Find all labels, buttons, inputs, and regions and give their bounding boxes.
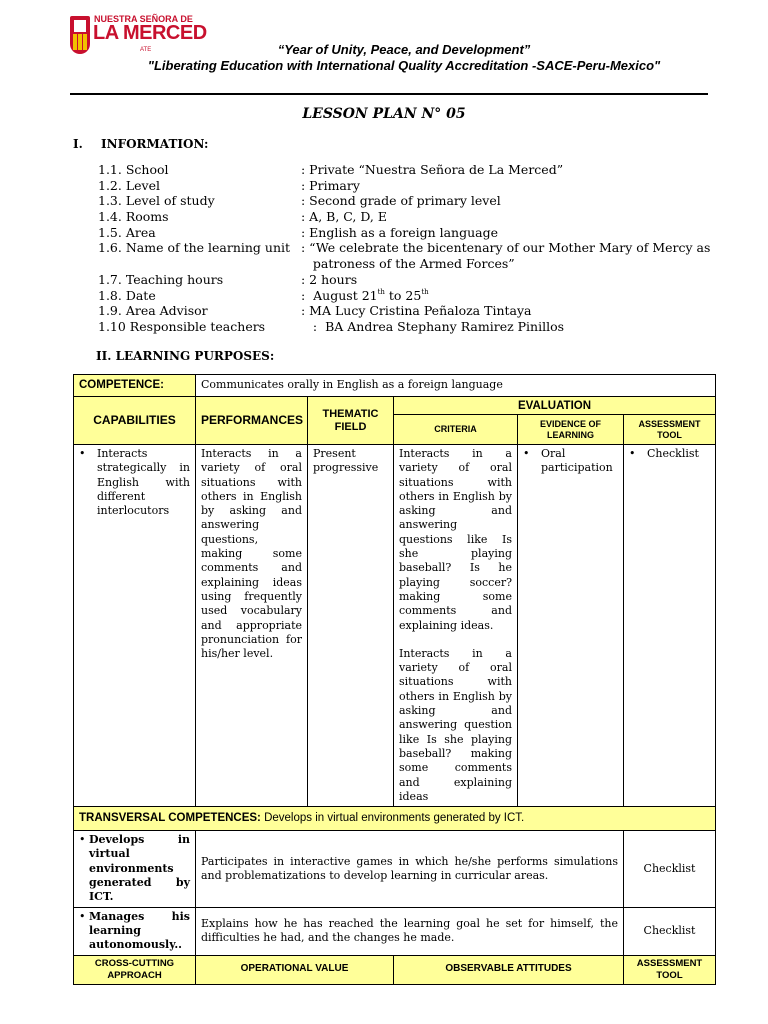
bullet-icon: • (79, 447, 86, 460)
header-capabilities: CAPABILITIES (74, 397, 196, 445)
transversal-desc: Participates in interactive games in which he/she performs simulations and problematizations to develop learning in curricular areas. (196, 831, 624, 907)
header-performances: PERFORMANCES (196, 397, 308, 445)
transversal-cell (74, 807, 716, 831)
info-key: 1.4. Rooms (98, 209, 169, 225)
info-row-responsible-teachers (98, 319, 718, 335)
info-value: : MA Lucy Cristina Peñaloza Tintaya (301, 303, 532, 319)
header-operational-value: OPERATIONAL VALUE (196, 955, 394, 984)
info-key: 1.10 Responsible teachers (98, 318, 266, 334)
information-list (98, 162, 718, 335)
header-criteria: CRITERIA (394, 415, 518, 445)
school-motto: "Liberating Education with International Quality Accreditation -SACE-Peru-Mexico" (147, 58, 661, 73)
info-row-teaching-hours (98, 272, 718, 288)
header-assessment-tool: ASSESSMENT TOOL (624, 415, 716, 445)
footer-header-row (74, 955, 716, 984)
bullet-icon: • (523, 447, 530, 460)
info-key: 1.8. Date (98, 287, 156, 303)
performance-cell: Interacts in a variety of oral situations with others in English by asking and answering questions, making some comments and explaining ideas using frequently used vocabulary and appropriate pronunciation for his/her level. (196, 445, 308, 807)
capability-cell (74, 445, 196, 807)
transversal-name-cell (74, 907, 196, 955)
header-observable-attitudes: OBSERVABLE ATTITUDES (394, 955, 624, 984)
info-value: : Private “Nuestra Señora de La Merced” (301, 162, 564, 177)
transversal-name: Develops in virtual environments generated by ICT. (89, 833, 190, 904)
section-1-title: INFORMATION: (101, 137, 209, 151)
capability-text: Interacts strategically in English with different interlocutors (97, 447, 190, 518)
criteria-text-1: Interacts in a variety of oral situations with others in English by asking and answering questions like Is she playing baseball? Is he playing soccer? making some comments and explaining ideas. (399, 447, 512, 632)
info-row-date (98, 288, 718, 304)
transversal-tool: Checklist (624, 831, 716, 907)
competence-label: COMPETENCE: (74, 375, 196, 397)
info-row-learning-unit (98, 240, 718, 256)
evidence-text: Oral participation (541, 447, 613, 475)
info-key: 1.7. Teaching hours (98, 271, 224, 287)
header-row-1 (74, 397, 716, 415)
page-title: LESSON PLAN N° 05 (302, 106, 466, 122)
info-key: 1.5. Area (98, 224, 156, 240)
date-end: to 25 (384, 287, 422, 303)
transversal-item-row (74, 907, 716, 955)
info-key: 1.9. Area Advisor (98, 303, 208, 319)
bullet-icon: • (79, 833, 86, 847)
header-assessment-tool-footer: ASSESSMENT TOOL (624, 955, 716, 984)
info-value: patroness of the Armed Forces” (301, 256, 515, 272)
info-row-level (98, 178, 718, 194)
info-row-rooms (98, 209, 718, 225)
info-value: : Primary (301, 177, 360, 193)
info-value: : English as a foreign language (301, 224, 499, 240)
info-row-learning-unit-cont (98, 256, 718, 272)
transversal-name: Manages his learning autonomously.. (89, 909, 190, 952)
info-row-area-advisor (98, 303, 718, 319)
section-1-number: I. (73, 137, 83, 151)
tool-cell (624, 445, 716, 807)
year-motto: “Year of Unity, Peace, and Development” (277, 42, 531, 57)
info-value: : A, B, C, D, E (301, 209, 388, 225)
logo-ate-text: ATE (140, 47, 152, 53)
info-value-date (301, 288, 429, 304)
info-key: 1.1. School (98, 162, 169, 177)
info-value: : Second grade of primary level (301, 193, 501, 209)
tool-text: Checklist (647, 447, 699, 460)
date-start: : August 21 (301, 287, 378, 303)
info-row-school (98, 162, 718, 178)
header-evidence: EVIDENCE OF LEARNING (518, 415, 624, 445)
evidence-cell (518, 445, 624, 807)
transversal-desc: Explains how he has reached the learning goal he set for himself, the difficulties he had, and the changes he made. (196, 907, 624, 955)
transversal-tool: Checklist (624, 907, 716, 955)
criteria-text-2: Interacts in a variety of oral situations with others in English by asking and answering question like Is she playing baseball? making some comments and explaining ideas (399, 646, 512, 803)
header-divider (70, 93, 708, 95)
logo-big-text: LA MERCED (93, 22, 207, 44)
bullet-icon: • (79, 909, 86, 923)
transversal-row (74, 807, 716, 831)
info-key: 1.2. Level (98, 177, 160, 193)
info-row-area (98, 225, 718, 241)
info-key: 1.6. Name of the learning unit (98, 240, 291, 256)
section-2-title: II. LEARNING PURPOSES: (96, 349, 275, 363)
transversal-item-row (74, 831, 716, 907)
info-value: : BA Andrea Stephany Ramirez Pinillos (301, 318, 565, 334)
transversal-value: Develops in virtual environments generated by ICT. (260, 812, 525, 825)
logo-small-text: NUESTRA SEÑORA DE (94, 14, 193, 24)
transversal-label: TRANSVERSAL COMPETENCES: (79, 812, 261, 825)
info-key: 1.3. Level of study (98, 193, 215, 209)
competence-value: Communicates orally in English as a foreign language (196, 375, 716, 397)
thematic-cell: Present progressive (308, 445, 394, 807)
transversal-name-cell (74, 831, 196, 907)
date-suffix-2: th (421, 287, 429, 296)
competence-row (74, 375, 716, 397)
learning-purposes-table (73, 374, 716, 985)
header-cross-cutting-approach: CROSS-CUTTING APPROACH (74, 955, 196, 984)
content-row (74, 445, 716, 807)
bullet-icon: • (629, 447, 636, 460)
info-row-level-of-study (98, 193, 718, 209)
header-evaluation: EVALUATION (394, 397, 716, 415)
header-thematic-field: THEMATIC FIELD (308, 397, 394, 445)
date-suffix-1: th (377, 287, 385, 296)
criteria-cell (394, 445, 518, 807)
info-value: : 2 hours (301, 271, 358, 287)
info-value: : “We celebrate the bicentenary of our Mother Mary of Mercy as (301, 240, 711, 256)
